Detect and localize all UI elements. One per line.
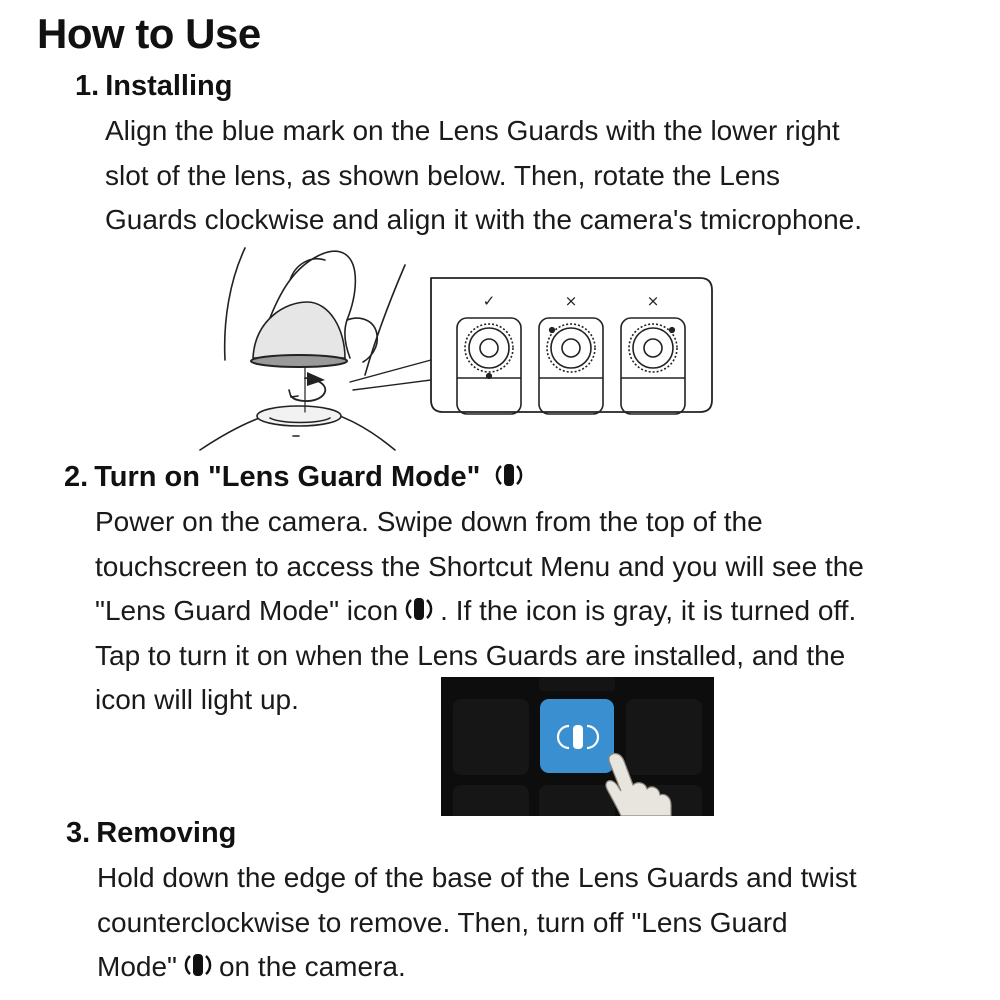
paragraph-text: on the camera. bbox=[218, 951, 406, 982]
section-heading: Turn on "Lens Guard Mode" bbox=[94, 461, 481, 493]
paragraph-line: Power on the camera. Swipe down from the top of the bbox=[95, 506, 763, 537]
page-title: How to Use bbox=[37, 10, 261, 57]
paragraph-line: touchscreen to access the Shortcut Menu and you will see the bbox=[95, 550, 864, 582]
lens-guard-dome bbox=[253, 302, 345, 358]
lens-alignment-views bbox=[457, 318, 685, 414]
paragraph-text: . If the icon is gray, it is turned off. bbox=[440, 595, 857, 626]
check-mark: ✓ bbox=[482, 292, 496, 310]
section-number: 2. bbox=[64, 461, 89, 493]
section-number: 3. bbox=[66, 817, 91, 849]
shortcut-menu-screen bbox=[441, 677, 714, 816]
lens-view-correct bbox=[457, 318, 521, 414]
installing-illustration bbox=[195, 240, 720, 460]
paragraph-line: counterclockwise to remove. Then, turn off "Lens Guard bbox=[97, 906, 788, 938]
lens-guard-mode-icon bbox=[402, 594, 436, 624]
cross-mark: × bbox=[564, 292, 578, 310]
section-heading: Removing bbox=[96, 817, 237, 849]
lens-view-wrong-1 bbox=[539, 318, 603, 414]
paragraph-text: "Lens Guard Mode" icon bbox=[95, 595, 399, 626]
section-heading: Installing bbox=[105, 70, 233, 102]
paragraph-text: Mode" bbox=[97, 951, 177, 982]
cross-mark: × bbox=[646, 292, 660, 310]
section-installing-heading bbox=[75, 70, 232, 103]
paragraph-line bbox=[95, 589, 864, 634]
section-removing-text bbox=[97, 856, 857, 990]
paragraph-line: Tap to turn it on when the Lens Guards are installed, and the bbox=[95, 639, 846, 671]
paragraph-line: Guards clockwise and align it with the camera's tmicrophone. bbox=[105, 204, 863, 235]
paragraph-line: Hold down the edge of the base of the Lens Guards and twist bbox=[97, 862, 857, 893]
paragraph-line: slot of the lens, as shown below. Then, rotate the Lens bbox=[105, 159, 781, 191]
section-lens-guard-mode-heading bbox=[64, 460, 530, 494]
lens-view-wrong-2 bbox=[621, 318, 685, 414]
section-removing-heading bbox=[66, 817, 236, 850]
lens-guard-mode-icon bbox=[181, 950, 215, 980]
paragraph-line bbox=[97, 945, 857, 990]
lens-guard-mode-icon bbox=[492, 460, 526, 490]
section-installing-text bbox=[105, 109, 862, 243]
hand-outline bbox=[225, 248, 245, 360]
section-number: 1. bbox=[75, 70, 100, 102]
paragraph-line: Align the blue mark on the Lens Guards with the lower right bbox=[105, 115, 840, 146]
paragraph-line: icon will light up. bbox=[95, 684, 299, 715]
